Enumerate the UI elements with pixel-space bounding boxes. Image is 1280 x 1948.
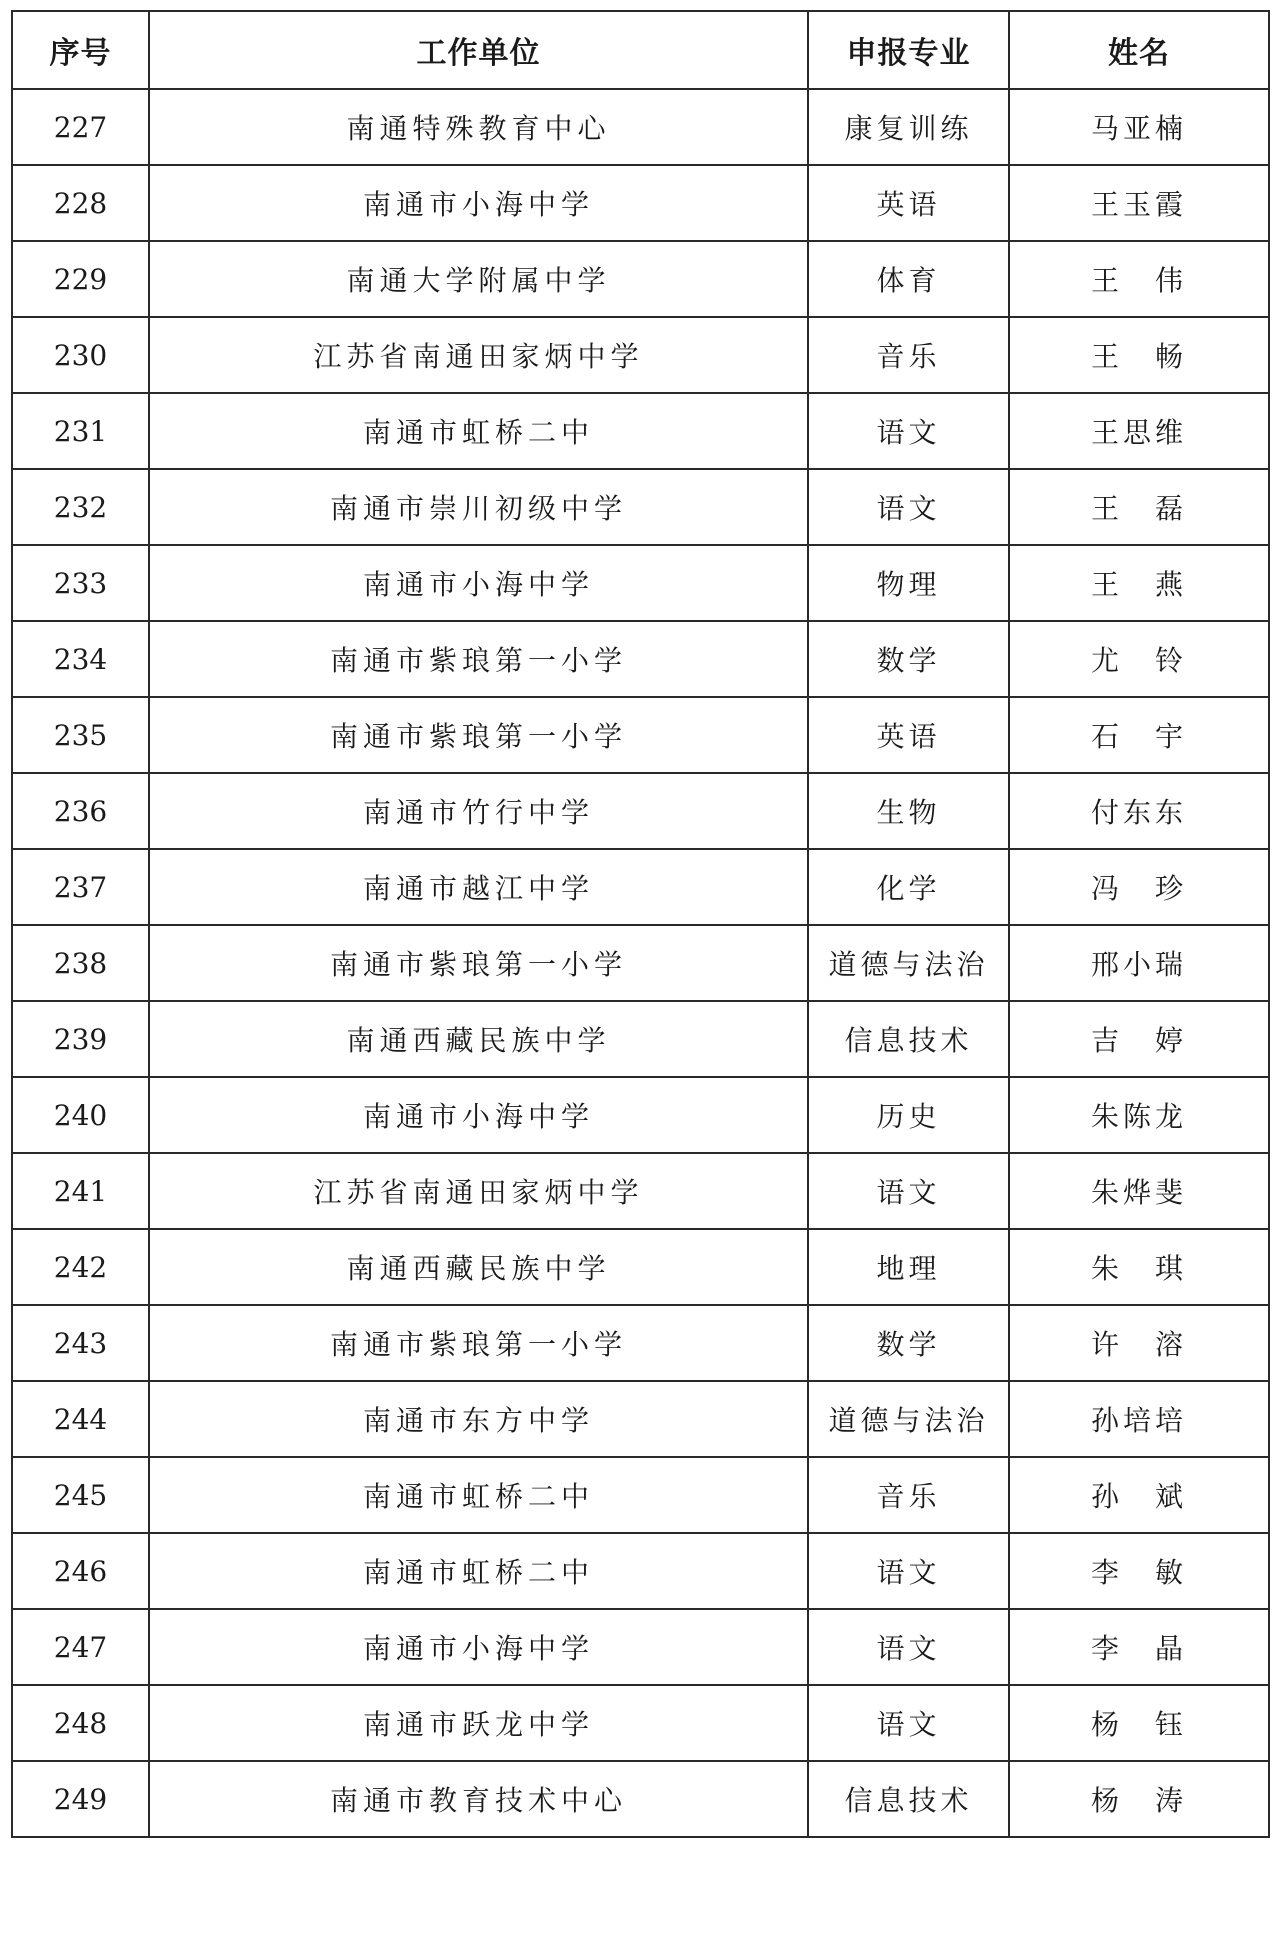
table-row bbox=[12, 849, 1269, 925]
table-row bbox=[12, 89, 1269, 165]
work-unit-cell: 南通特殊教育中心 bbox=[149, 89, 808, 165]
work-unit-cell: 江苏省南通田家炳中学 bbox=[149, 317, 808, 393]
table-row bbox=[12, 1077, 1269, 1153]
work-unit-cell: 南通市小海中学 bbox=[149, 1609, 808, 1685]
major-cell: 数学 bbox=[808, 621, 1009, 697]
serial-no-cell: 243 bbox=[12, 1305, 149, 1381]
header-serial-no: 序号 bbox=[12, 11, 149, 89]
table-row bbox=[12, 317, 1269, 393]
serial-no-cell: 232 bbox=[12, 469, 149, 545]
work-unit-cell: 江苏省南通田家炳中学 bbox=[149, 1153, 808, 1229]
work-unit-cell: 南通市紫琅第一小学 bbox=[149, 697, 808, 773]
table-row bbox=[12, 469, 1269, 545]
header-major: 申报专业 bbox=[808, 11, 1009, 89]
name-cell: 王玉霞 bbox=[1009, 165, 1269, 241]
major-cell: 物理 bbox=[808, 545, 1009, 621]
name-cell: 朱烨斐 bbox=[1009, 1153, 1269, 1229]
serial-no-cell: 228 bbox=[12, 165, 149, 241]
work-unit-cell: 南通市小海中学 bbox=[149, 1077, 808, 1153]
major-cell: 道德与法治 bbox=[808, 1381, 1009, 1457]
name-cell: 王 畅 bbox=[1009, 317, 1269, 393]
serial-no-cell: 246 bbox=[12, 1533, 149, 1609]
work-unit-cell: 南通市越江中学 bbox=[149, 849, 808, 925]
name-cell: 邢小瑞 bbox=[1009, 925, 1269, 1001]
major-cell: 音乐 bbox=[808, 317, 1009, 393]
serial-no-cell: 244 bbox=[12, 1381, 149, 1457]
serial-no-cell: 239 bbox=[12, 1001, 149, 1077]
work-unit-cell: 南通市虹桥二中 bbox=[149, 1457, 808, 1533]
major-cell: 地理 bbox=[808, 1229, 1009, 1305]
name-cell: 朱 琪 bbox=[1009, 1229, 1269, 1305]
work-unit-cell: 南通市跃龙中学 bbox=[149, 1685, 808, 1761]
work-unit-cell: 南通市虹桥二中 bbox=[149, 393, 808, 469]
table-row bbox=[12, 241, 1269, 317]
table-row bbox=[12, 165, 1269, 241]
table-row bbox=[12, 545, 1269, 621]
work-unit-cell: 南通市小海中学 bbox=[149, 165, 808, 241]
work-unit-cell: 南通市教育技术中心 bbox=[149, 1761, 808, 1837]
table-header bbox=[12, 11, 1269, 89]
name-cell: 孙培培 bbox=[1009, 1381, 1269, 1457]
work-unit-cell: 南通市东方中学 bbox=[149, 1381, 808, 1457]
major-cell: 生物 bbox=[808, 773, 1009, 849]
major-cell: 数学 bbox=[808, 1305, 1009, 1381]
work-unit-cell: 南通市虹桥二中 bbox=[149, 1533, 808, 1609]
major-cell: 信息技术 bbox=[808, 1001, 1009, 1077]
table-row bbox=[12, 697, 1269, 773]
name-cell: 石 宇 bbox=[1009, 697, 1269, 773]
name-cell: 孙 斌 bbox=[1009, 1457, 1269, 1533]
major-cell: 音乐 bbox=[808, 1457, 1009, 1533]
major-cell: 语文 bbox=[808, 1609, 1009, 1685]
serial-no-cell: 231 bbox=[12, 393, 149, 469]
table-row bbox=[12, 1381, 1269, 1457]
major-cell: 语文 bbox=[808, 469, 1009, 545]
name-cell: 李 晶 bbox=[1009, 1609, 1269, 1685]
serial-no-cell: 242 bbox=[12, 1229, 149, 1305]
name-cell: 朱陈龙 bbox=[1009, 1077, 1269, 1153]
table-body bbox=[12, 89, 1269, 1837]
serial-no-cell: 234 bbox=[12, 621, 149, 697]
serial-no-cell: 249 bbox=[12, 1761, 149, 1837]
table-row bbox=[12, 621, 1269, 697]
major-cell: 道德与法治 bbox=[808, 925, 1009, 1001]
work-unit-cell: 南通市紫琅第一小学 bbox=[149, 925, 808, 1001]
serial-no-cell: 240 bbox=[12, 1077, 149, 1153]
table-row bbox=[12, 1153, 1269, 1229]
header-name: 姓名 bbox=[1009, 11, 1269, 89]
work-unit-cell: 南通大学附属中学 bbox=[149, 241, 808, 317]
name-cell: 冯 珍 bbox=[1009, 849, 1269, 925]
header-work-unit: 工作单位 bbox=[149, 11, 808, 89]
name-cell: 王思维 bbox=[1009, 393, 1269, 469]
table-row bbox=[12, 1457, 1269, 1533]
serial-no-cell: 229 bbox=[12, 241, 149, 317]
major-cell: 体育 bbox=[808, 241, 1009, 317]
serial-no-cell: 241 bbox=[12, 1153, 149, 1229]
serial-no-cell: 236 bbox=[12, 773, 149, 849]
table-row bbox=[12, 773, 1269, 849]
work-unit-cell: 南通西藏民族中学 bbox=[149, 1229, 808, 1305]
name-cell: 杨 涛 bbox=[1009, 1761, 1269, 1837]
table-row bbox=[12, 1229, 1269, 1305]
name-cell: 王 磊 bbox=[1009, 469, 1269, 545]
name-cell: 李 敏 bbox=[1009, 1533, 1269, 1609]
serial-no-cell: 248 bbox=[12, 1685, 149, 1761]
serial-no-cell: 235 bbox=[12, 697, 149, 773]
serial-no-cell: 238 bbox=[12, 925, 149, 1001]
work-unit-cell: 南通市崇川初级中学 bbox=[149, 469, 808, 545]
major-cell: 历史 bbox=[808, 1077, 1009, 1153]
table-row bbox=[12, 393, 1269, 469]
header-row bbox=[12, 11, 1269, 89]
major-cell: 语文 bbox=[808, 1153, 1009, 1229]
major-cell: 信息技术 bbox=[808, 1761, 1009, 1837]
major-cell: 英语 bbox=[808, 165, 1009, 241]
serial-no-cell: 237 bbox=[12, 849, 149, 925]
major-cell: 英语 bbox=[808, 697, 1009, 773]
table-row bbox=[12, 925, 1269, 1001]
name-cell: 吉 婷 bbox=[1009, 1001, 1269, 1077]
work-unit-cell: 南通市竹行中学 bbox=[149, 773, 808, 849]
name-cell: 杨 钰 bbox=[1009, 1685, 1269, 1761]
table-row bbox=[12, 1305, 1269, 1381]
table-row bbox=[12, 1761, 1269, 1837]
major-cell: 化学 bbox=[808, 849, 1009, 925]
major-cell: 语文 bbox=[808, 393, 1009, 469]
serial-no-cell: 230 bbox=[12, 317, 149, 393]
major-cell: 康复训练 bbox=[808, 89, 1009, 165]
roster-table bbox=[11, 10, 1270, 1838]
name-cell: 王 燕 bbox=[1009, 545, 1269, 621]
table-row bbox=[12, 1685, 1269, 1761]
table-row bbox=[12, 1001, 1269, 1077]
major-cell: 语文 bbox=[808, 1533, 1009, 1609]
name-cell: 尤 铃 bbox=[1009, 621, 1269, 697]
work-unit-cell: 南通市紫琅第一小学 bbox=[149, 621, 808, 697]
name-cell: 许 溶 bbox=[1009, 1305, 1269, 1381]
work-unit-cell: 南通市小海中学 bbox=[149, 545, 808, 621]
work-unit-cell: 南通市紫琅第一小学 bbox=[149, 1305, 808, 1381]
name-cell: 马亚楠 bbox=[1009, 89, 1269, 165]
major-cell: 语文 bbox=[808, 1685, 1009, 1761]
serial-no-cell: 227 bbox=[12, 89, 149, 165]
serial-no-cell: 233 bbox=[12, 545, 149, 621]
serial-no-cell: 245 bbox=[12, 1457, 149, 1533]
name-cell: 王 伟 bbox=[1009, 241, 1269, 317]
table-row bbox=[12, 1533, 1269, 1609]
serial-no-cell: 247 bbox=[12, 1609, 149, 1685]
name-cell: 付东东 bbox=[1009, 773, 1269, 849]
work-unit-cell: 南通西藏民族中学 bbox=[149, 1001, 808, 1077]
table-row bbox=[12, 1609, 1269, 1685]
